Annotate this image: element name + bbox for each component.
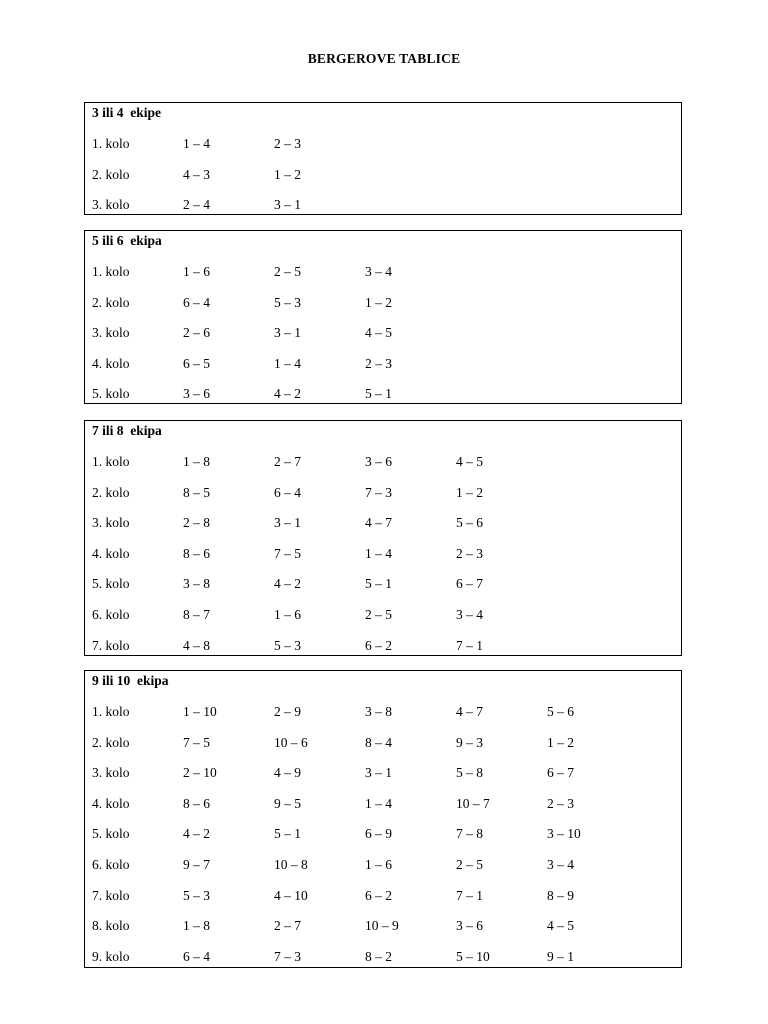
round-label: 1. kolo <box>92 454 130 469</box>
table-heading: 7 ili 8 ekipa <box>92 423 162 438</box>
match-pair: 8 – 2 <box>365 948 392 964</box>
match-pair: 5 – 1 <box>274 826 301 842</box>
table-heading: 3 ili 4 ekipe <box>92 105 162 120</box>
match-pair: 10 – 8 <box>274 857 308 872</box>
match-pair: 3 – 6 <box>456 918 483 934</box>
match-pair: 7 – 1 <box>456 637 483 653</box>
match-pair: 8 – 5 <box>183 484 210 500</box>
match-pair: 3 – 4 <box>365 264 392 279</box>
match-pair: 1 – 6 <box>183 264 210 279</box>
match-pair: 8 – 4 <box>365 734 392 750</box>
match-pair: 5 – 3 <box>274 294 301 310</box>
match-pair: 9 – 1 <box>547 948 574 964</box>
match-pair: 4 – 9 <box>274 765 301 781</box>
match-pair: 4 – 7 <box>365 515 392 531</box>
match-pair: 5 – 6 <box>547 704 574 719</box>
match-pair: 5 – 10 <box>456 948 490 964</box>
match-pair: 1 – 6 <box>365 857 392 872</box>
match-pair: 1 – 6 <box>274 607 301 622</box>
match-pair: 6 – 4 <box>183 294 210 310</box>
round-label: 9. kolo <box>92 948 130 964</box>
match-pair: 6 – 4 <box>274 484 301 500</box>
match-pair: 5 – 1 <box>365 576 392 592</box>
match-pair: 2 – 8 <box>183 515 210 531</box>
match-pair: 2 – 6 <box>183 325 210 341</box>
match-pair: 2 – 3 <box>365 355 392 371</box>
round-label: 2. kolo <box>92 484 130 500</box>
round-label: 4. kolo <box>92 795 130 811</box>
match-pair: 5 – 8 <box>456 765 483 781</box>
schedule-table <box>84 102 682 215</box>
round-label: 5. kolo <box>92 826 130 842</box>
schedule-table <box>84 420 682 656</box>
page-title: BERGEROVE TABLICE <box>307 51 461 66</box>
match-pair: 7 – 3 <box>365 484 392 500</box>
round-label: 3. kolo <box>92 765 130 781</box>
round-label: 1. kolo <box>92 136 130 151</box>
match-pair: 10 – 7 <box>456 795 490 811</box>
match-pair: 1 – 2 <box>547 734 574 750</box>
match-pair: 1 – 4 <box>274 355 301 371</box>
match-pair: 6 – 2 <box>365 887 392 903</box>
match-pair: 7 – 3 <box>274 948 301 964</box>
match-pair: 3 – 10 <box>547 826 581 842</box>
match-pair: 2 – 3 <box>274 136 301 151</box>
match-pair: 8 – 6 <box>183 795 210 811</box>
round-label: 4. kolo <box>92 545 130 561</box>
match-pair: 3 – 4 <box>456 607 483 622</box>
match-pair: 3 – 1 <box>274 197 301 213</box>
round-label: 2. kolo <box>92 734 130 750</box>
match-pair: 3 – 1 <box>274 515 301 531</box>
table-heading: 5 ili 6 ekipa <box>92 233 162 248</box>
match-pair: 5 – 3 <box>183 887 210 903</box>
match-pair: 7 – 8 <box>456 826 483 842</box>
round-label: 1. kolo <box>92 264 130 279</box>
match-pair: 2 – 3 <box>547 795 574 811</box>
match-pair: 4 – 5 <box>456 454 483 469</box>
match-pair: 1 – 4 <box>183 136 210 151</box>
match-pair: 9 – 3 <box>456 734 483 750</box>
match-pair: 6 – 5 <box>183 355 210 371</box>
match-pair: 4 – 7 <box>456 704 483 719</box>
match-pair: 2 – 4 <box>183 197 210 213</box>
match-pair: 4 – 5 <box>547 918 574 934</box>
match-pair: 1 – 4 <box>365 795 392 811</box>
round-label: 3. kolo <box>92 515 130 531</box>
match-pair: 4 – 3 <box>183 166 210 182</box>
match-pair: 4 – 10 <box>274 887 308 903</box>
match-pair: 5 – 3 <box>274 637 301 653</box>
round-label: 8. kolo <box>92 918 130 934</box>
round-label: 6. kolo <box>92 857 130 872</box>
match-pair: 4 – 8 <box>183 637 210 653</box>
round-label: 3. kolo <box>92 325 130 341</box>
match-pair: 1 – 8 <box>183 454 210 469</box>
match-pair: 1 – 10 <box>183 704 217 719</box>
match-pair: 3 – 1 <box>274 325 301 341</box>
match-pair: 9 – 5 <box>274 795 301 811</box>
match-pair: 7 – 5 <box>183 734 210 750</box>
match-pair: 4 – 5 <box>365 325 392 341</box>
match-pair: 4 – 2 <box>274 576 301 592</box>
match-pair: 1 – 2 <box>456 484 483 500</box>
match-pair: 2 – 9 <box>274 704 301 719</box>
round-label: 5. kolo <box>92 576 130 592</box>
match-pair: 2 – 7 <box>274 918 301 934</box>
match-pair: 2 – 3 <box>456 545 483 561</box>
match-pair: 2 – 10 <box>183 765 217 781</box>
match-pair: 3 – 1 <box>365 765 392 781</box>
match-pair: 2 – 5 <box>365 607 392 622</box>
match-pair: 6 – 7 <box>547 765 574 781</box>
schedule-table <box>84 230 682 404</box>
match-pair: 8 – 9 <box>547 887 574 903</box>
match-pair: 7 – 5 <box>274 545 301 561</box>
round-label: 5. kolo <box>92 386 130 402</box>
match-pair: 1 – 8 <box>183 918 210 934</box>
match-pair: 2 – 7 <box>274 454 301 469</box>
schedule-table <box>84 670 682 968</box>
table-heading: 9 ili 10 ekipa <box>92 673 169 688</box>
round-label: 7. kolo <box>92 637 130 653</box>
match-pair: 3 – 8 <box>365 704 392 719</box>
match-pair: 10 – 6 <box>274 734 308 750</box>
match-pair: 6 – 2 <box>365 637 392 653</box>
match-pair: 1 – 2 <box>365 294 392 310</box>
match-pair: 6 – 9 <box>365 826 392 842</box>
match-pair: 4 – 2 <box>274 386 301 402</box>
match-pair: 5 – 6 <box>456 515 483 531</box>
match-pair: 8 – 7 <box>183 607 210 622</box>
match-pair: 7 – 1 <box>456 887 483 903</box>
match-pair: 3 – 8 <box>183 576 210 592</box>
match-pair: 8 – 6 <box>183 545 210 561</box>
round-label: 1. kolo <box>92 704 130 719</box>
match-pair: 3 – 6 <box>183 386 210 402</box>
match-pair: 4 – 2 <box>183 826 210 842</box>
match-pair: 2 – 5 <box>456 857 483 872</box>
match-pair: 5 – 1 <box>365 386 392 402</box>
match-pair: 9 – 7 <box>183 857 210 872</box>
match-pair: 6 – 7 <box>456 576 483 592</box>
match-pair: 1 – 2 <box>274 166 301 182</box>
round-label: 6. kolo <box>92 607 130 622</box>
round-label: 7. kolo <box>92 887 130 903</box>
match-pair: 3 – 4 <box>547 857 574 872</box>
round-label: 2. kolo <box>92 166 130 182</box>
match-pair: 3 – 6 <box>365 454 392 469</box>
match-pair: 2 – 5 <box>274 264 301 279</box>
round-label: 2. kolo <box>92 294 130 310</box>
match-pair: 6 – 4 <box>183 948 210 964</box>
match-pair: 1 – 4 <box>365 545 392 561</box>
match-pair: 10 – 9 <box>365 918 399 934</box>
round-label: 3. kolo <box>92 197 130 213</box>
round-label: 4. kolo <box>92 355 130 371</box>
